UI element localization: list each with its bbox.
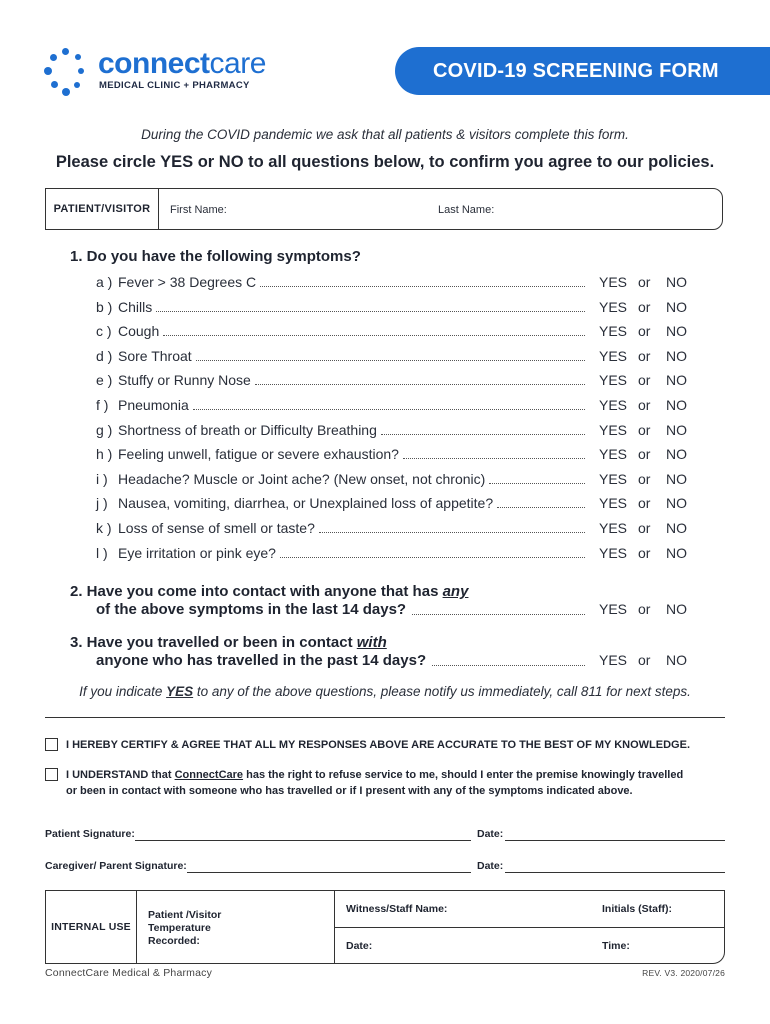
question-3-line1: 3. Have you travelled or been in contact with xyxy=(70,634,387,651)
symptom-letter: c ) xyxy=(96,323,112,340)
temperature-label: Patient /Visitor Temperature Recorded: xyxy=(148,909,222,947)
symptom-text: Sore Throat xyxy=(118,347,192,364)
symptom-letter: i ) xyxy=(96,470,108,487)
intro-text: During the COVID pandemic we ask that all patients & visitors complete this form. xyxy=(141,127,629,142)
symptom-row: d ) Sore Throat YES or NO xyxy=(96,347,687,364)
symptom-text: Stuffy or Runny Nose xyxy=(118,372,251,389)
brand-logo xyxy=(44,48,284,100)
symptom-text: Nausea, vomiting, diarrhea, or Unexplained loss of appetite? xyxy=(118,495,494,512)
symptom-letter: h ) xyxy=(96,446,113,463)
symptom-row: l ) Eye irritation or pink eye? YES or NO xyxy=(96,544,687,561)
symptom-letter: a ) xyxy=(96,274,113,290)
certify-text: I HEREBY CERTIFY & AGREE THAT ALL MY RESPONSES ABOVE ARE ACCURATE TO THE BEST OF MY KNOWLEDGE. xyxy=(66,739,691,751)
footer-revision: REV. V3. 2020/07/26 xyxy=(642,968,725,978)
footer-org: ConnectCare Medical & Pharmacy xyxy=(45,967,213,979)
certify-checkbox[interactable] xyxy=(45,738,58,751)
question-2-line1: 2. Have you come into contact with anyone that has any xyxy=(70,583,469,600)
patient-date-field[interactable] xyxy=(505,840,725,841)
logo-dots-icon xyxy=(44,48,88,96)
brand-subtitle: MEDICAL CLINIC + PHARMACY xyxy=(99,80,250,91)
question-3-line2: anyone who has travelled in the past 14 days? xyxy=(96,652,427,669)
symptom-text: Shortness of breath or Difficulty Breathing xyxy=(118,421,377,438)
patient-signature-field[interactable] xyxy=(135,840,471,841)
understand-text: I UNDERSTAND that ConnectCare has the right to refuse service to me, should I enter the premise knowingly travelled xyxy=(66,769,684,781)
patient-visitor-label: PATIENT/VISITOR xyxy=(46,189,159,229)
initials-label[interactable]: Initials (Staff): xyxy=(602,903,672,915)
witness-label[interactable]: Witness/Staff Name: xyxy=(346,903,448,915)
section-divider xyxy=(45,717,725,718)
form-title: COVID-19 SCREENING FORM xyxy=(395,47,770,95)
first-name-field[interactable]: First Name: xyxy=(170,204,227,216)
symptom-row: a ) Fever > 38 Degrees C YES or NO xyxy=(96,274,687,290)
symptom-letter: l ) xyxy=(96,544,108,561)
symptom-row: h ) Feeling unwell, fatigue or severe exhaustion? YES or NO xyxy=(96,446,687,463)
symptom-text: Eye irritation or pink eye? xyxy=(118,544,276,561)
symptom-text: Loss of sense of smell or taste? xyxy=(118,520,315,536)
question-1-title: 1. Do you have the following symptoms? xyxy=(70,248,361,265)
symptom-row: i ) Headache? Muscle or Joint ache? (New onset, not chronic) YES or NO xyxy=(96,470,687,487)
symptom-letter: e ) xyxy=(96,372,113,389)
caregiver-signature-label: Caregiver/ Parent Signature: xyxy=(45,860,187,872)
symptom-row: f ) Pneumonia YES or NO xyxy=(96,397,687,413)
patient-visitor-box xyxy=(45,188,723,230)
symptom-letter: d ) xyxy=(96,347,113,364)
symptom-row: k ) Loss of sense of smell or taste? YES or NO xyxy=(96,520,687,536)
internal-use-label: INTERNAL USE xyxy=(46,891,137,963)
internal-use-box xyxy=(45,890,725,964)
symptom-row: e ) Stuffy or Runny Nose YES or NO xyxy=(96,372,687,389)
caregiver-date-field[interactable] xyxy=(505,872,725,873)
understand-text-line2: or been in contact with someone who has travelled or if I present with any of the symptoms indicated above. xyxy=(66,785,633,797)
symptom-text: Chills xyxy=(118,298,153,315)
symptom-text: Fever > 38 Degrees C xyxy=(118,274,257,290)
question-3-row: anyone who has travelled in the past 14 days? YES or NO xyxy=(96,652,687,669)
question-2-row: of the above symptoms in the last 14 days? YES or NO xyxy=(96,601,687,618)
symptom-text: Cough xyxy=(118,323,160,340)
symptom-letter: g ) xyxy=(96,421,113,438)
notice-text: If you indicate YES to any of the above questions, please notify us immediately, call 811 for next steps. xyxy=(79,684,691,699)
symptom-row: g ) Shortness of breath or Difficulty Breathing YES or NO xyxy=(96,421,687,438)
patient-signature-label: Patient Signature: xyxy=(45,828,135,840)
caregiver-date-label: Date: xyxy=(477,860,504,872)
internal-divider xyxy=(334,927,724,928)
brand-name: connectcare xyxy=(98,47,266,80)
symptom-row: b ) Chills YES or NO xyxy=(96,298,687,315)
internal-date-label[interactable]: Date: xyxy=(346,940,373,952)
symptom-letter: b ) xyxy=(96,298,113,315)
symptom-letter: k ) xyxy=(96,520,112,536)
symptom-letter: f ) xyxy=(96,397,109,413)
symptom-letter: j ) xyxy=(96,495,108,512)
internal-time-label[interactable]: Time: xyxy=(602,940,630,952)
symptom-text: Pneumonia xyxy=(118,397,189,413)
symptom-text: Headache? Muscle or Joint ache? (New onset, not chronic) xyxy=(118,470,486,487)
symptom-text: Feeling unwell, fatigue or severe exhaustion? xyxy=(118,446,399,463)
symptom-row: j ) Nausea, vomiting, diarrhea, or Unexplained loss of appetite? YES or NO xyxy=(96,495,687,512)
symptom-row: c ) Cough YES or NO xyxy=(96,323,687,340)
patient-date-label: Date: xyxy=(477,828,504,840)
caregiver-signature-field[interactable] xyxy=(187,872,471,873)
temperature-cell[interactable] xyxy=(136,891,335,963)
question-2-line2: of the above symptoms in the last 14 days? xyxy=(96,601,407,618)
understand-checkbox[interactable] xyxy=(45,768,58,781)
last-name-field[interactable]: Last Name: xyxy=(438,204,495,216)
instruction-text: Please circle YES or NO to all questions below, to confirm you agree to our policies. xyxy=(55,153,715,171)
